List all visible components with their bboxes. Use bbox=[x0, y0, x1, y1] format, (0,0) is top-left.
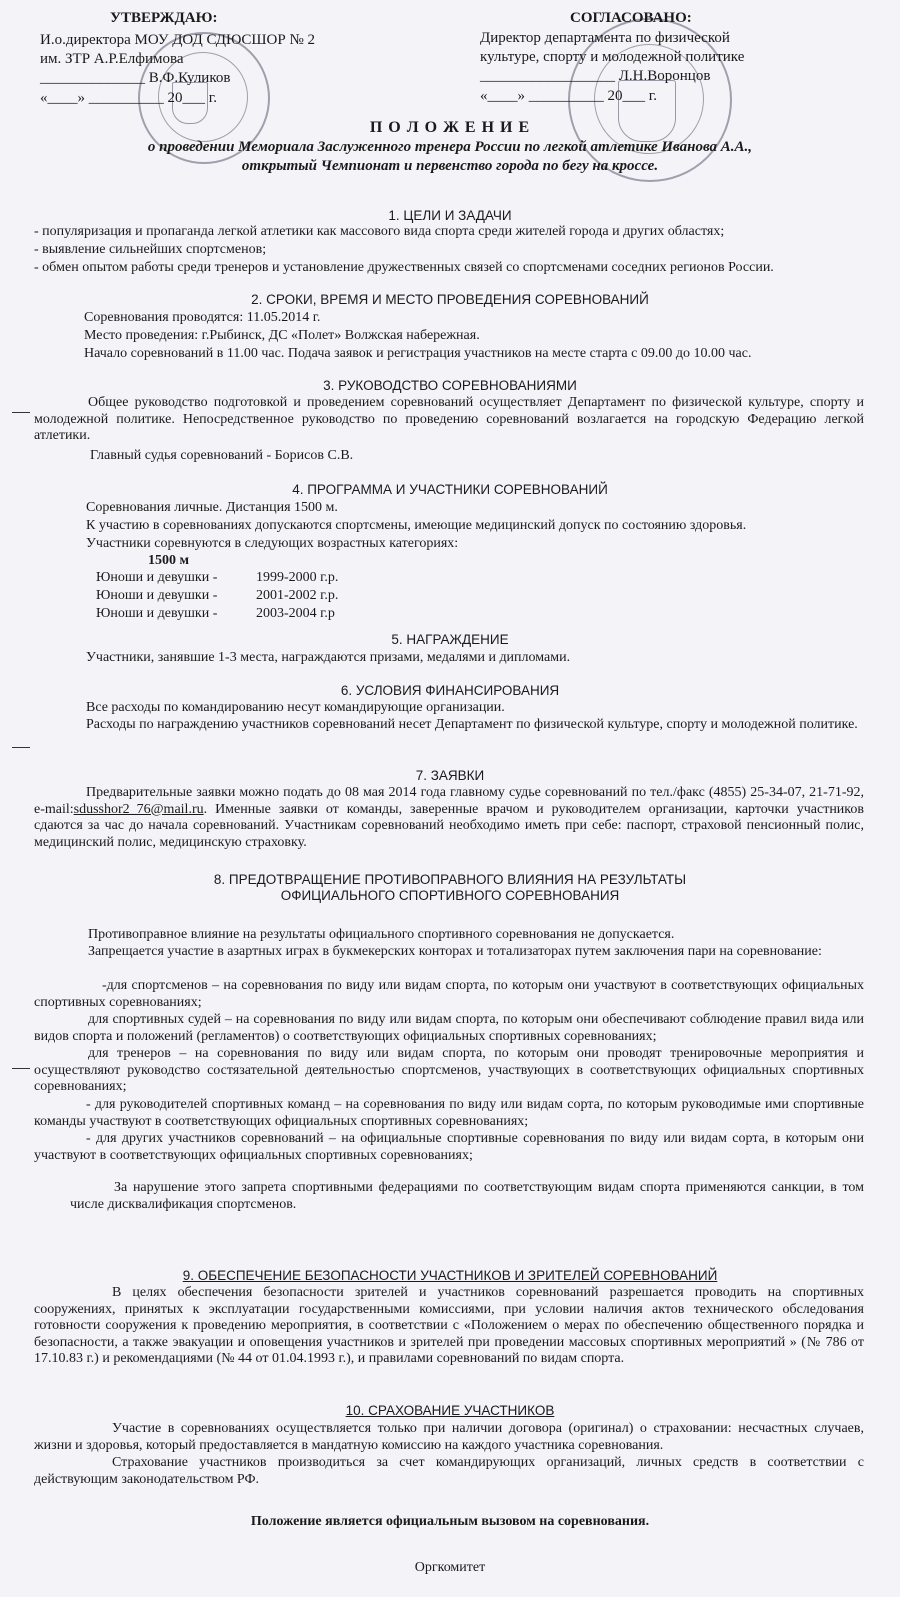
schedule-line: Начало соревнований в 11.00 час. Подача заявок и регистрация участников на месте старта с 09.00 до 10.00 час. bbox=[84, 346, 752, 361]
section-1-heading: 1. ЦЕЛИ И ЗАДАЧИ bbox=[388, 208, 512, 223]
agreed-title: СОГЛАСОВАНО: bbox=[570, 10, 692, 26]
approver-org: им. ЗТР А.Р.Елфимова bbox=[40, 51, 184, 67]
section-6-heading: 6. УСЛОВИЯ ФИНАНСИРОВАНИЯ bbox=[340, 683, 560, 698]
approve-title: УТВЕРЖДАЮ: bbox=[110, 10, 218, 26]
category-group: Юноши и девушки - bbox=[96, 588, 218, 603]
schedule-line: Соревнования проводятся: 11.05.2014 г. bbox=[84, 310, 321, 325]
chief-judge-line: Главный судья соревнований - Борисов С.В. bbox=[90, 448, 354, 463]
distance-label: 1500 м bbox=[148, 553, 190, 568]
integrity-paragraph: Запрещается участие в азартных играх в букмекерских конторах и тотализаторах путем заключения пари на соревнование: bbox=[88, 944, 822, 959]
goal-item: - обмен опытом работы среди тренеров и установление дружественных связей со спортсменами соседних регионов России. bbox=[34, 260, 774, 275]
program-line: К участию в соревнованиях допускаются спортсмены, имеющие медицинский допуск по состоянию здоровья. bbox=[86, 518, 747, 533]
integrity-paragraph: За нарушение этого запрета спортивными федерациями по соответствующим видам спорта применяются санкции, в том числе дисквалификация спортсменов. bbox=[70, 1180, 864, 1212]
goal-item: - выявление сильнейших спортсменов; bbox=[34, 242, 267, 257]
integrity-paragraph: Противоправное влияние на результаты официального спортивного соревнования не допускается. bbox=[88, 927, 675, 942]
financing-line: Все расходы по командированию несут командирующие организации. bbox=[86, 700, 505, 715]
category-years: 2001-2002 г.р. bbox=[256, 588, 339, 603]
document-subtitle-1: о проведении Мемориала Заслуженного тренера России по легкой атлетике Иванова А.А., bbox=[147, 139, 753, 155]
scan-mark bbox=[12, 1068, 30, 1069]
applications-text-end: . Именные заявки от команды, заверенные врачом и руководителем организации, карточки участников сдаются за час до начала соревнований. Участникам соревнований необходимо иметь при себе: паспорт, страховой пенсионный полис, медицинский полис, медицинскую страховку. bbox=[34, 801, 864, 850]
scan-mark bbox=[12, 412, 30, 413]
awards-line: Участники, занявшие 1-3 места, награждаются призами, медалями и дипломами. bbox=[86, 650, 571, 665]
section-2-heading: 2. СРОКИ, ВРЕМЯ И МЕСТО ПРОВЕДЕНИЯ СОРЕВНОВАНИЙ bbox=[251, 292, 649, 307]
scan-mark bbox=[12, 747, 30, 748]
integrity-paragraph: - для других участников соревнований – на официальные спортивные соревнования по виду или видам сорта, в которым они участвуют в соответствующих официальных спортивных соревнованиях; bbox=[34, 1131, 864, 1163]
approver-position: И.о.директора МОУ ДОД СДЮСШОР № 2 bbox=[40, 32, 316, 48]
document-title: П О Л О Ж Е Н И Е bbox=[369, 119, 531, 136]
integrity-paragraph: для спортивных судей – на соревнования по виду или видам спорта, по которым они обеспечивают соблюдение правил вида или видов спорта и положений (регламентов) о соответствующих официальных спортивных соревнованиях; bbox=[34, 1012, 864, 1044]
integrity-paragraph: -для спортсменов – на соревнования по виду или видам спорта, по которым они участвуют в соответствующих официальных спортивных соревнованиях; bbox=[34, 978, 864, 1010]
official-invitation-statement: Положение является официальным вызовом на соревнования. bbox=[250, 1514, 650, 1529]
agreer-date-line: «____» __________ 20___ г. bbox=[480, 88, 657, 104]
section-8-heading-line-2: ОФИЦИАЛЬНОГО СПОРТИВНОГО СОРЕВНОВАНИЯ bbox=[280, 888, 620, 903]
organizing-committee: Оргкомитет bbox=[414, 1560, 486, 1575]
safety-paragraph: В целях обеспечения безопасности зрителей и участников соревнований разрешается проводить на спортивных сооружениях, принятых к эксплуатации государственными комиссиями, при условии наличия актов технического обследования готовности сооружения к проведению мероприятия, в соответствии с «Положением о мерах по обеспечению общественного порядка и безопасности, а также эвакуации и оповещения участников и зрителей при проведении массовых спортивных мероприятий » (№ 786 от 17.10.83 г.) и рекомендациями (№ 44 от 01.04.1993 г.), и правилами соревнований по видам спорта. bbox=[34, 1285, 864, 1366]
insurance-paragraph: Участие в соревнованиях осуществляется только при наличии договора (оригинал) о страховании: несчастных случаев, жизни и здоровья, который предоставляется в мандатную комиссию на каждого участника соревнования. bbox=[34, 1421, 864, 1453]
category-years: 1999-2000 г.р. bbox=[256, 570, 339, 585]
section-4-heading: 4. ПРОГРАММА И УЧАСТНИКИ СОРЕВНОВАНИЙ bbox=[292, 482, 608, 497]
program-line: Соревнования личные. Дистанция 1500 м. bbox=[86, 500, 338, 515]
approver-sign-line: ______________ В.Ф.Куликов bbox=[40, 70, 231, 86]
agreer-position: Директор департамента по физической bbox=[480, 30, 730, 46]
applications-text-start: Предварительные заявки можно подать до 08 мая 2014 года главному судье соревнований по тел./факс (4855) 25-34-07, 21-71-92, e-mail: bbox=[34, 785, 864, 817]
section-9-heading: 9. ОБЕСПЕЧЕНИЕ БЕЗОПАСНОСТИ УЧАСТНИКОВ И ЗРИТЕЛЕЙ СОРЕВНОВАНИЙ bbox=[182, 1268, 718, 1283]
agreer-sign-line: __________________ Л.Н.Воронцов bbox=[480, 68, 711, 84]
insurance-paragraph: Страхование участников производиться за счет командирующих организаций, личных средств в соответствии с действующим законодательством РФ. bbox=[34, 1455, 864, 1487]
program-line: Участники соревнуются в следующих возрастных категориях: bbox=[86, 536, 459, 551]
schedule-line: Место проведения: г.Рыбинск, ДС «Полет» Волжская набережная. bbox=[84, 328, 480, 343]
section-10-heading: 10. СРАХОВАНИЕ УЧАСТНИКОВ bbox=[345, 1403, 555, 1418]
email-link[interactable]: sdusshor2_76@mail.ru bbox=[73, 801, 204, 817]
management-paragraph: Общее руководство подготовкой и проведением соревнований осуществляет Департамент по физической культуре, спорту и молодежной политике. Непосредственное руководство по проведению соревнований возлагается на городскую Федерацию легкой атлетики. bbox=[34, 395, 864, 443]
document-subtitle-2: открытый Чемпионат и первенство города по бегу на кроссе. bbox=[241, 158, 659, 174]
category-group: Юноши и девушки - bbox=[96, 570, 218, 585]
category-years: 2003-2004 г.р bbox=[256, 606, 335, 621]
integrity-paragraph: - для руководителей спортивных команд – на соревнования по виду или видам сорта, по которым руководимые ими спортивные команды участвуют в соответствующих официальных спортивных соревнованиях; bbox=[34, 1097, 864, 1129]
integrity-paragraph: для тренеров – на соревнования по виду или видам спорта, по которым они проводят тренировочные мероприятия и осуществляют руководство состязательной деятельностью спортсменов, участвующих в соответствующих официальных спортивных соревнованиях; bbox=[34, 1046, 864, 1094]
section-7-heading: 7. ЗАЯВКИ bbox=[415, 768, 485, 783]
agreer-org: культуре, спорту и молодежной политике bbox=[480, 49, 745, 65]
section-8-heading-line-1: 8. ПРЕДОТВРАЩЕНИЕ ПРОТИВОПРАВНОГО ВЛИЯНИЯ НА РЕЗУЛЬТАТЫ bbox=[213, 872, 687, 887]
applications-paragraph bbox=[34, 785, 864, 851]
section-3-heading: 3. РУКОВОДСТВО СОРЕВНОВАНИЯМИ bbox=[323, 378, 577, 393]
category-group: Юноши и девушки - bbox=[96, 606, 218, 621]
goal-item: - популяризация и пропаганда легкой атлетики как массового вида спорта среди жителей города и других областях; bbox=[34, 224, 725, 239]
section-5-heading: 5. НАГРАЖДЕНИЕ bbox=[391, 632, 509, 647]
approver-date-line: «____» __________ 20___ г. bbox=[40, 90, 217, 106]
financing-paragraph: Расходы по награждению участников соревнований несет Департамент по физической культуре, спорту и молодежной политике. bbox=[86, 717, 858, 732]
